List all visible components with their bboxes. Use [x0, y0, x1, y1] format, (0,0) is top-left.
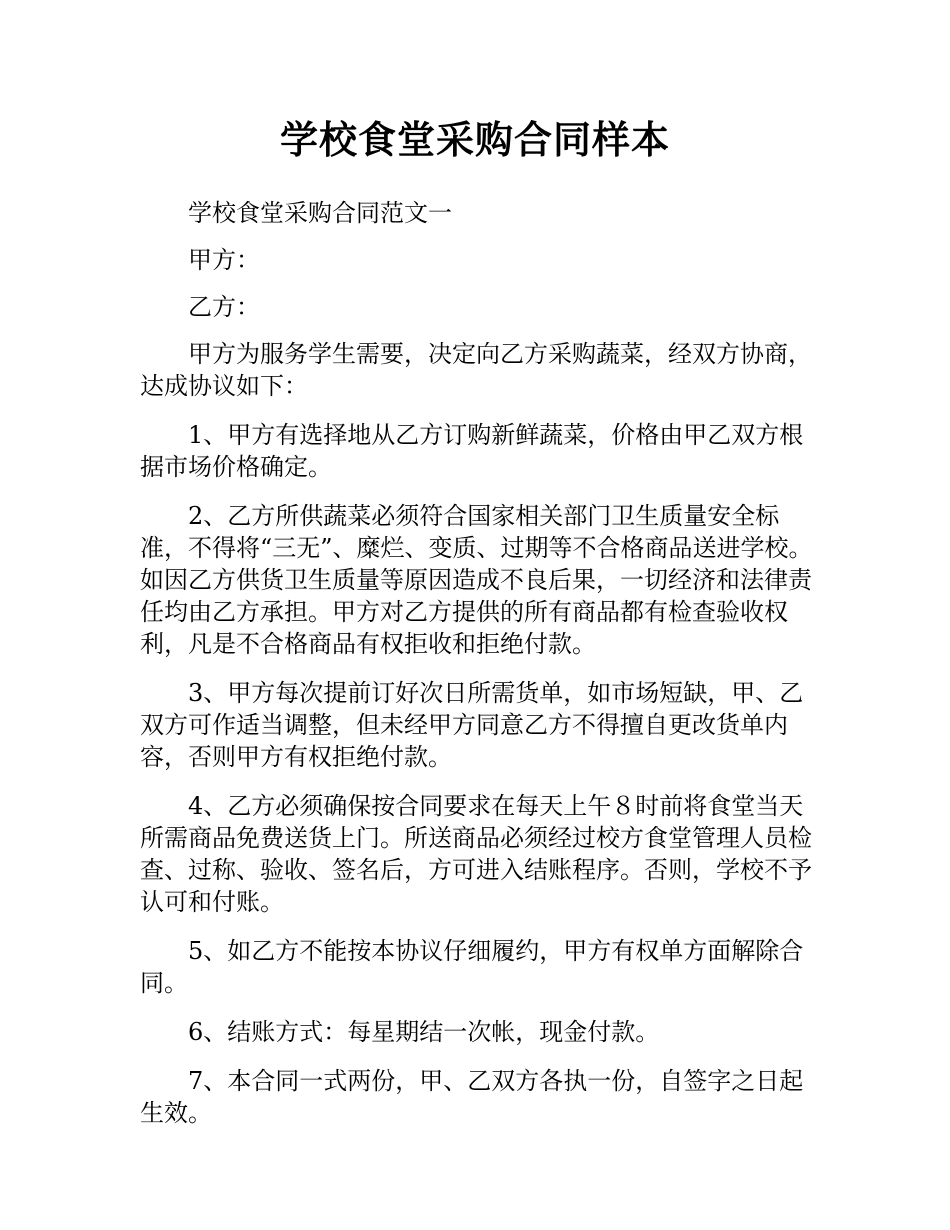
paragraph-party-a: 甲方： — [188, 246, 260, 274]
paragraph-preamble: 甲方为服务学生需要，决定向乙方采购蔬菜，经双方协商，达成协议如下： — [140, 340, 812, 400]
paragraph-clause-2: 2、乙方所供蔬菜必须符合国家相关部门卫生质量安全标准，不得将“三无”、糜烂、变质、过期等不合格商品送进学校。如因乙方供货卫生质量等原因造成不良后果，一切经济和法律责任均由乙方承担。甲方对乙方提供的所有商品都有检查验收权利，凡是不合格商品有权拒收和拒绝付款。 — [140, 502, 813, 658]
paragraph-party-b: 乙方： — [188, 293, 260, 321]
paragraph-clause-5: 5、如乙方不能按本协议仔细履约，甲方有权单方面解除合同。 — [140, 937, 804, 997]
paragraph-subtitle: 学校食堂采购合同范文一 — [188, 199, 452, 227]
paragraph-clause-6: 6、结账方式：每星期结一次帐，现金付款。 — [188, 1018, 660, 1046]
document-title: 学校食堂采购合同样本 — [279, 118, 670, 162]
document-body — [140, 197, 816, 1129]
paragraph-clause-4: 4、乙方必须确保按合同要求在每天上午８时前将食堂当天所需商品免费送货上门。所送商品必须经过校方食堂管理人员检查、过称、验收、签名后，方可进入结账程序。否则，学校不予认可和付账。 — [140, 792, 812, 916]
paragraph-clause-7: 7、本合同一式两份，甲、乙双方各执一份，自签字之日起生效。 — [140, 1067, 804, 1127]
paragraph-clause-1: 1、甲方有选择地从乙方订购新鲜蔬菜，价格由甲乙双方根据市场价格确定。 — [140, 421, 804, 481]
paragraph-clause-3: 3、甲方每次提前订好次日所需货单，如市场短缺，甲、乙双方可作适当调整，但未经甲方同意乙方不得擅自更改货单内容，否则甲方有权拒绝付款。 — [140, 679, 804, 771]
